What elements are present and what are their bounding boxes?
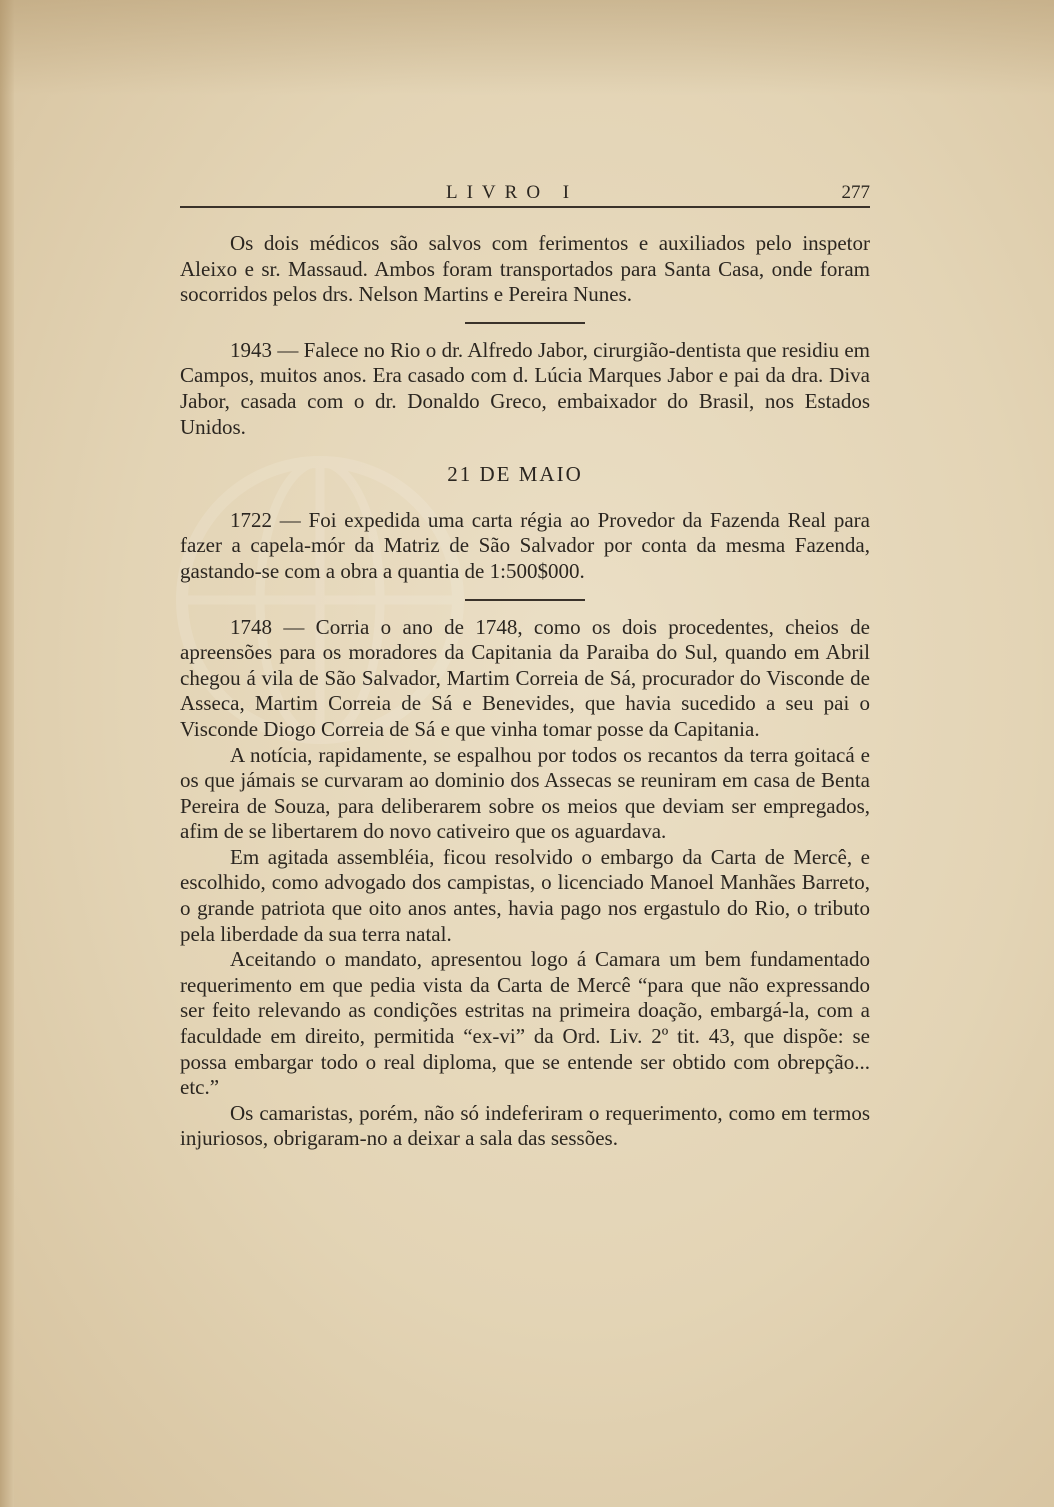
page-edge <box>0 0 14 1507</box>
paragraph-1722: 1722 — Foi expedida uma carta régia ao Provedor da Fazenda Real para fazer a capela-mór da Matriz de São Salvador por conta da mesma Fazenda, gastando-se com a obra a quantia de 1:500$000. <box>180 507 870 583</box>
page-number: 277 <box>841 182 870 203</box>
paragraph-1943: 1943 — Falece no Rio o dr. Alfredo Jabor, cirurgião-dentista que residiu em Campos, muitos anos. Era casado com d. Lúcia Marques Jabor e pai da dra. Diva Jabor, casada com o dr. Donaldo Greco, embaixador do Brasil, nos Estados Unidos. <box>180 337 870 439</box>
top-stain <box>0 0 1054 95</box>
paragraph-camaristas: Os camaristas, porém, não só indeferiram o requerimento, como em termos injuriosos, obrigaram-no a deixar a sala das sessões. <box>180 1100 870 1151</box>
page-text <box>180 178 870 1152</box>
running-head <box>180 178 870 208</box>
running-title: LIVRO I <box>446 182 579 203</box>
separator-rule <box>465 599 585 601</box>
paragraph-noticia: A notícia, rapidamente, se espalhou por todos os recantos da terra goitacá e os que jámais se curvaram ao dominio dos Assecas se reuniram em casa de Benta Pereira de Souza, para deliberarem sobre os meios que deviam ser empregados, afim de se libertarem do novo cativeiro que os aguardava. <box>180 742 870 844</box>
separator-rule <box>465 322 585 324</box>
paragraph-assembleia: Em agitada assembléia, ficou resolvido o embargo da Carta de Mercê, e escolhido, como advogado dos campistas, o licenciado Manoel Manhães Barreto, o grande patriota que oito anos antes, havia pago nos ergastulo do Rio, o tributo pela liberdade da sua terra natal. <box>180 844 870 946</box>
paragraph-1748: 1748 — Corria o ano de 1748, como os dois procedentes, cheios de apreensões para os moradores da Capitania da Paraiba do Sul, quando em Abril chegou á vila de São Salvador, Martim Correia de Sá, procurador do Visconde de Asseca, Martim Correia de Sá e Benevides, que havia sucedido a seu pai o Visconde Diogo Correia de Sá e que vinha tomar posse da Capitania. <box>180 614 870 741</box>
paragraph-medicos: Os dois médicos são salvos com ferimentos e auxiliados pelo inspetor Aleixo e sr. Massaud. Ambos foram transportados para Santa Casa, onde foram socorridos pelos drs. Nelson Martins e Pereira Nunes. <box>180 231 870 307</box>
section-heading: 21 DE MAIO <box>447 462 583 487</box>
paragraph-mandato: Aceitando o mandato, apresentou logo á Camara um bem fundamentado requerimento em que pedia vista da Carta de Mercê “para que não expressando ser feito relevando as condições estritas na primeira doação, embargá-la, com a faculdade em direito, permitida “ex-vi” da Ord. Liv. 2º tit. 43, que dispõe: se possa embargar todo o real diploma, que se entende ser obtido com obrepção... etc.” <box>180 947 870 1100</box>
